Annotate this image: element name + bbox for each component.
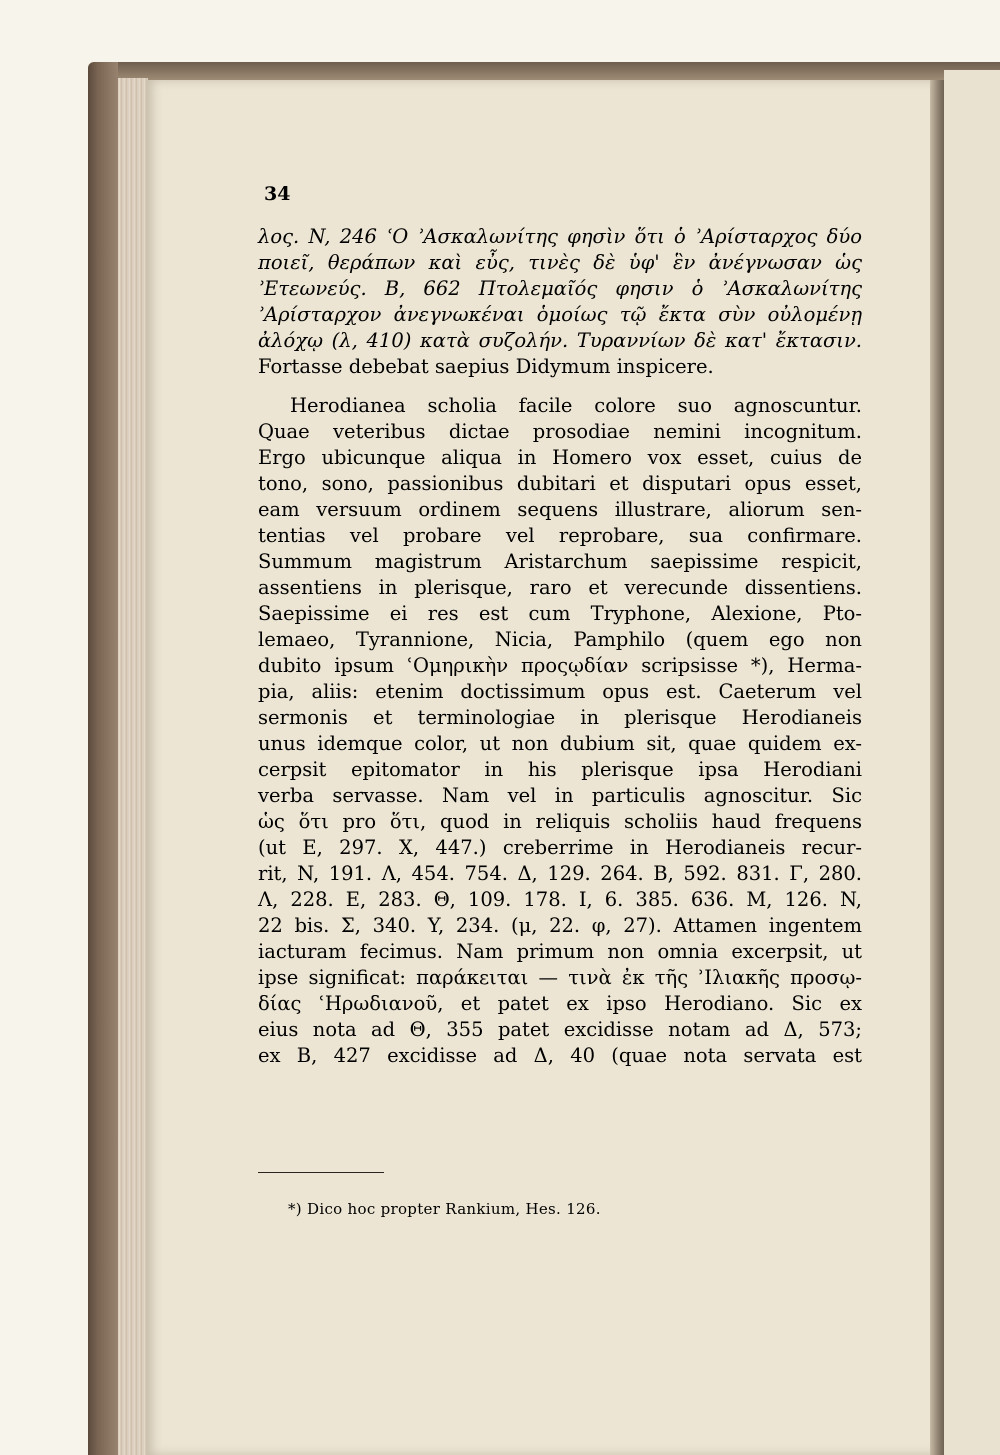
page-edges	[118, 78, 148, 1455]
text-line: ὡς ὅτι pro ὅτι, quod in reliquis scholiis haud frequens	[258, 810, 862, 833]
text-line: ipse significat: παράκειται — τινὰ ἐκ τῆς ʾΙλιακῆς προσῳ-	[258, 966, 862, 989]
text-line: cerpsit epitomator in his plerisque ipsa Herodiani	[258, 758, 862, 781]
page-number: 34	[264, 183, 291, 205]
text-line: λος. N, 246 ʿO ʾΑσκαλωνίτης φησὶν ὅτι ὁ ʾΑρίσταρχος δύο	[258, 225, 862, 248]
text-line: tono, sono, passionibus dubitari et disputari opus esset,	[258, 472, 862, 495]
text-line: Herodianea scholia facile colore suo agnoscuntur.	[290, 394, 862, 417]
text-line: 22 bis. Σ, 340. Y, 234. (μ, 22. φ, 27). Attamen ingentem	[258, 914, 862, 937]
text-line: Quae veteribus dictae prosodiae nemini incognitum.	[258, 420, 862, 443]
text-line: Saepissime ei res est cum Tryphone, Alexione, Pto-	[258, 602, 862, 625]
text-line: ʾΑρίσταρχον ἀνεγνωκέναι ὁμοίως τῷ ἔκτα σὺν οὐλομένῃ	[258, 303, 862, 326]
footnote: *) Dico hoc propter Rankium, Hes. 126.	[288, 1200, 601, 1218]
book-gutter	[930, 80, 944, 1455]
text-line: assentiens in plerisque, raro et verecunde dissentiens.	[258, 576, 862, 599]
text-line: verba servasse. Nam vel in particulis agnoscitur. Sic	[258, 784, 862, 807]
book-top-edge	[118, 62, 1000, 82]
text-line: ἀλόχῳ (λ, 410) κατὰ συζολήν. Τυραννίων δὲ κατ' ἔκτασιν.	[258, 329, 862, 352]
text-line: iacturam fecimus. Nam primum non omnia excerpsit, ut	[258, 940, 862, 963]
text-line: pia, aliis: etenim doctissimum opus est. Caeterum vel	[258, 680, 862, 703]
text-line: ποιεῖ, θεράπων καὶ εὖς, τινὲς δὲ ὑφ' ἓν ἀνέγνωσαν ὡς	[258, 251, 862, 274]
text-line: Ergo ubicunque aliqua in Homero vox esset, cuius de	[258, 446, 862, 469]
facing-page-edge	[944, 70, 1000, 1455]
text-line: lemaeo, Tyrannione, Nicia, Pamphilo (quem ego non	[258, 628, 862, 651]
text-line: unus idemque color, ut non dubium sit, quae quidem ex-	[258, 732, 862, 755]
text-line: ex B, 427 excidisse ad Δ, 40 (quae nota servata est	[258, 1044, 862, 1067]
text-line: eius nota ad Θ, 355 patet excidisse notam ad Δ, 573;	[258, 1018, 862, 1041]
text-line: Λ, 228. E, 283. Θ, 109. 178. I, 6. 385. 636. M, 126. N,	[258, 888, 862, 911]
text-line: tentias vel probare vel reprobare, sua confirmare.	[258, 524, 862, 547]
text-line: ʾΕτεωνεύς. B, 662 Πτολεμαῖός φησιν ὁ ʾΑσκαλωνίτης	[258, 277, 862, 300]
text-line: Summum magistrum Aristarchum saepissime respicit,	[258, 550, 862, 573]
text-line: rit, N, 191. Λ, 454. 754. Δ, 129. 264. B, 592. 831. Γ, 280.	[258, 862, 862, 885]
text-line: (ut E, 297. X, 447.) creberrime in Herodianeis recur-	[258, 836, 862, 859]
text-line: Fortasse debebat saepius Didymum inspicere.	[258, 355, 714, 378]
text-line: dubito ipsum ʿΟμηρικὴν προςῳδίαν scripsisse *), Herma-	[258, 654, 862, 677]
footnote-rule	[258, 1172, 384, 1173]
text-line: δίας ʿΗρωδιανοῦ, et patet ex ipso Herodiano. Sic ex	[258, 992, 862, 1015]
text-line: sermonis et terminologiae in plerisque Herodianeis	[258, 706, 862, 729]
text-line: eam versuum ordinem sequens illustrare, aliorum sen-	[258, 498, 862, 521]
